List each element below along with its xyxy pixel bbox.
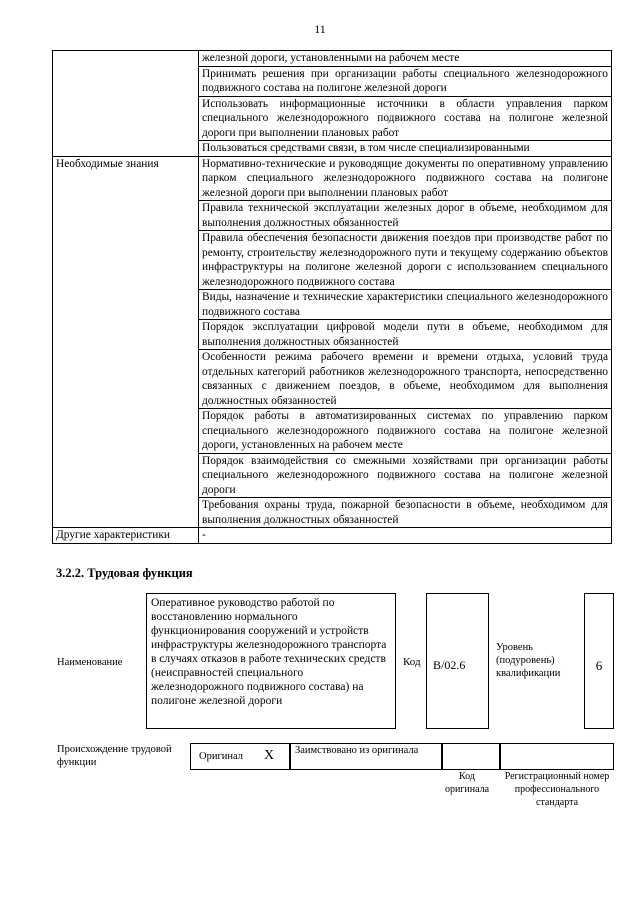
origin-label: Происхождение трудовой функции <box>57 744 172 768</box>
row-content: Порядок эксплуатации цифровой модели пути в объеме, необходимом для выполнения должностных обязанностей <box>199 320 612 350</box>
row-content: железной дороги, установленными на рабочем месте <box>199 51 612 67</box>
row-label: Необходимые знания <box>53 156 199 528</box>
row-content: Виды, назначение и технические характеристики специального железнодорожного подвижного состава <box>199 290 612 320</box>
code-label: Код <box>403 656 421 668</box>
row-label <box>53 51 199 157</box>
borrowed-cell <box>290 743 442 770</box>
registration-number-cell <box>500 743 614 770</box>
section-title: 3.2.2. Трудовая функция <box>56 566 193 580</box>
original-code-caption: Код оригинала <box>444 771 490 795</box>
page-number: 11 <box>314 22 326 36</box>
row-content: Особенности режима рабочего времени и времени отдыха, условий труда отдельных категорий работников железнодорожного транспорта, непосредственно связанных с движением поездов, в объеме, необходимом для выполнения должностных обязанностей <box>199 350 612 409</box>
borrowed-label: Заимствовано из оригинала <box>295 745 419 756</box>
row-content: Правила обеспечения безопасности движения поездов при производстве работ по ремонту, строительству железнодорожного пути и текущему содержанию объектов инфраструктуры на полигоне железной дороги с использованием специального железнодорожного подвижного состава <box>199 231 612 290</box>
row-content: Порядок работы в автоматизированных системах по управлению парком специального железнодорожного подвижного состава на полигоне железной дороги, установленных на рабочем месте <box>199 409 612 454</box>
row-content: Порядок взаимодействия со смежными хозяйствами при организации работы специального железнодорожного подвижного состава на полигоне железной дороги <box>199 453 612 498</box>
skills-knowledge-table <box>52 50 612 544</box>
row-content: Требования охраны труда, пожарной безопасности в объеме, необходимом для выполнения должностных обязанностей <box>199 498 612 528</box>
function-name-box <box>146 593 396 729</box>
row-content: Правила технической эксплуатации железных дорог в объеме, необходимом для выполнения должностных обязанностей <box>199 201 612 231</box>
row-content: Принимать решения при организации работы специального железнодорожного подвижного состава на полигоне железной дороги <box>199 66 612 96</box>
level-label: Уровень (подуровень) квалификации <box>496 642 561 679</box>
row-content: - <box>199 528 612 544</box>
code-value: B/02.6 <box>433 658 466 672</box>
row-label: Другие характеристики <box>53 528 199 544</box>
original-cell <box>190 743 290 770</box>
row-content: Использовать информационные источники в области управления парком специального железнодорожного подвижного состава на полигоне железной дороги при выполнении плановых работ <box>199 96 612 141</box>
table-row <box>53 156 612 201</box>
row-content: Пользоваться средствами связи, в том числе специализированными <box>199 141 612 157</box>
table-row <box>53 51 612 67</box>
original-mark: X <box>264 748 275 763</box>
original-label: Оригинал <box>199 751 243 762</box>
row-content: Нормативно-технические и руководящие документы по оперативному управлению парком специального железнодорожного подвижного состава на полигоне железной дороги при выполнении плановых работ <box>199 156 612 201</box>
name-label: Наименование <box>57 657 123 668</box>
code-box <box>426 593 489 729</box>
function-name-text: Оперативное руководство работой по восстановлению нормального функционирования сооружений и устройств инфраструктуры железнодорожного транспорта в случаях отказов в работе технических средств (неисправностей специального железнодорожного подвижного состава) на полигоне железной дороги <box>151 597 387 707</box>
registration-number-caption: Регистрационный номер профессионального стандарта <box>504 771 610 808</box>
level-value: 6 <box>595 658 603 673</box>
level-box <box>584 593 614 729</box>
table-row <box>53 528 612 544</box>
original-code-cell <box>442 743 500 770</box>
